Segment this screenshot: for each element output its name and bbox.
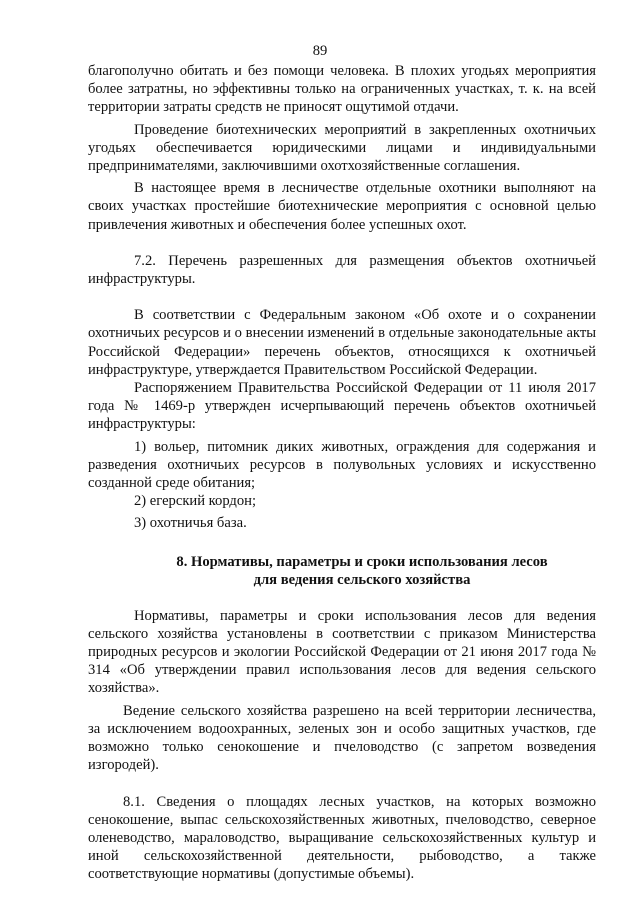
section-title-7-2: 7.2. Перечень разрешенных для размещения объектов охотничьей инфраструктуры. [88,252,596,288]
heading-line: для ведения сельского хозяйства [253,571,471,588]
list-item: 3) охотничья база. [134,515,247,532]
paragraph: В соответствии с Федеральным законом «Об охоте и о сохранении охотничьих ресурсов и о внесении изменений в отдельные законодательные акты Российской Федерации» перечень объектов, относящихся к охотничьей инфраструктуре, утверждается Правительством Российской Федерации. [88,307,596,378]
paragraph: Распоряжением Правительства Российской Федерации от 11 июля 2017 года № 1469-р утвержден исчерпывающий перечень объектов охотничьей инфраструктуры: [88,380,596,433]
document-body [88,62,596,884]
list-item: 2) егерский кордон; [134,493,257,510]
list-item: 1) вольер, питомник диких животных, ограждения для содержания и разведения охотничьих ресурсов в полувольных условиях и искусственно созданной среде обитания; [88,438,596,492]
page-number: 89 [312,43,328,59]
section-title-8-1: 8.1. Сведения о площадях лесных участков, на которых возможно сенокошение, выпас сельскохозяйственных животных, пчеловодство, северное оленеводство, мараловодство, выращивание сельскохозяйственных культур и иной сельскохозяйственной деятельности, рыбоводство, а также соответствующие нормативы (допустимые объемы). [88,793,596,883]
paragraph: благополучно обитать и без помощи человека. В плохих угодьях мероприятия более затратны, но эффективны только на ограниченных участках, т. к. на всей территории затраты средств не приносят ощутимой отдачи. [88,63,596,116]
paragraph: Ведение сельского хозяйства разрешено на всей территории лесничества, за исключением водоохранных, зеленых зон и особо защитных участков, где возможно только сенокошение и пчеловодство (с запретом возведения изгородей). [88,702,596,774]
section-heading-8 [88,553,596,589]
paragraph: В настоящее время в лесничестве отдельные охотники выполняют на своих участках простейшие биотехнические мероприятия с основной целью привлечения животных и обеспечения более успешных охот. [88,180,596,233]
heading-line: 8. Нормативы, параметры и сроки использования лесов [176,553,548,570]
paragraph: Нормативы, параметры и сроки использования лесов для ведения сельского хозяйства установлены в соответствии с приказом Министерства природных ресурсов и экологии Российской Федерации от 21 июня 2017 года № 314 «Об утверждении правил использования лесов для ведения сельского хозяйства». [88,607,596,697]
paragraph: Проведение биотехнических мероприятий в закрепленных охотничьих угодьях обеспечивается юридическими лицами и индивидуальными предпринимателями, заключившими охотхозяйственные соглашения. [88,121,596,175]
